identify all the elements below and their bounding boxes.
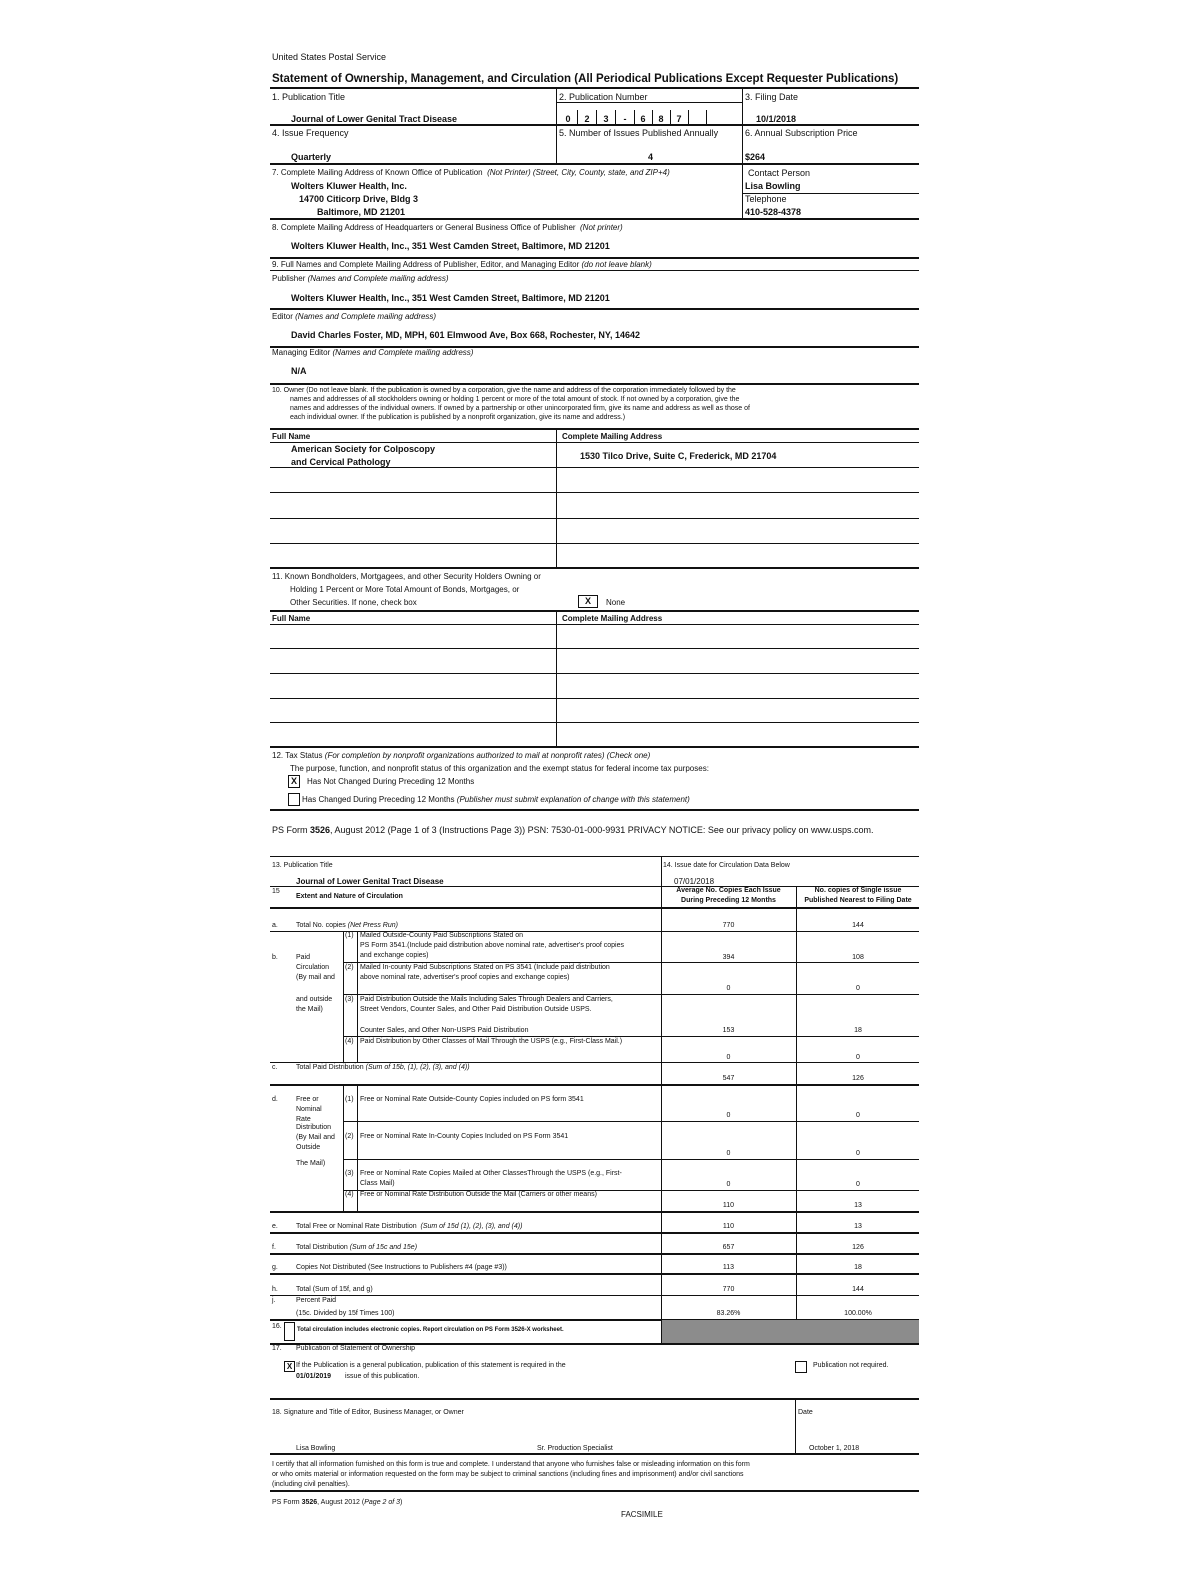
f17-text: If the Publication is a general publication, publication of this statement is required in the (296, 1362, 566, 1369)
publisher-value: Wolters Kluwer Health, Inc., 351 West Camden Street, Baltimore, MD 21201 (291, 293, 610, 303)
agency-name: United States Postal Service (272, 52, 387, 62)
f16-number: 16. (272, 1323, 282, 1330)
f4-label: 4. Issue Frequency (272, 128, 349, 138)
line-b2-number: (2) (345, 964, 354, 971)
line-d-letter: d. (272, 1096, 278, 1103)
line-b3-avg: 153 (722, 1027, 735, 1034)
paid-group-3: (By mail and (296, 974, 335, 981)
line-b1-single: 108 (852, 954, 864, 961)
certify-line-3: (including civil penalties). (272, 1481, 350, 1488)
f6-value: $264 (745, 152, 766, 162)
f17-text-2: issue of this publication. (345, 1373, 420, 1380)
free-group-5: (By Mail and (296, 1134, 335, 1141)
publisher-label: Publisher (Names and Complete mailing address) (272, 274, 449, 283)
line-a-avg: 770 (722, 922, 735, 929)
owner-address-header: Complete Mailing Address (562, 432, 663, 441)
f18-label: 18. Signature and Title of Editor, Business Manager, or Owner (272, 1409, 464, 1416)
f10-line-4: each individual owner. If the publication is published by a nonprofit organization, give its name and address.) (290, 414, 626, 421)
line-b1-text-2: PS Form 3541.(Include paid distribution above nominal rate, advertiser's proof copies (360, 942, 624, 949)
line-b4-number: (4) (345, 1038, 354, 1045)
line-d4-number: (4) (345, 1191, 354, 1198)
publication-number-digit: 2 (584, 114, 590, 124)
f17-not-required: Publication not required. (813, 1362, 889, 1369)
line-d2-number: (2) (345, 1133, 354, 1140)
f3-value: 10/1/2018 (756, 114, 797, 124)
f7-line-1: Wolters Kluwer Health, Inc. (291, 181, 407, 191)
f9-label: 9. Full Names and Complete Mailing Address of Publisher, Editor, and Managing Editor (do not leave blank) (272, 260, 652, 269)
line-h-letter: h. (272, 1286, 278, 1293)
paid-group-5: the Mail) (296, 1006, 323, 1013)
f11-line-1: 11. Known Bondholders, Mortgagees, and other Security Holders Owning or (272, 572, 541, 581)
page1-footer: PS Form 3526, August 2012 (Page 1 of 3 (Instructions Page 3)) PSN: 7530-01-000-9931 PRIVACY NOTICE: See our privacy policy on www.usps.com. (272, 825, 874, 835)
line-b2-text-2: above nominal rate, advertiser's proof copies and exchange copies) (360, 974, 570, 981)
paid-group-1: Paid (296, 954, 311, 961)
f7-label: 7. Complete Mailing Address of Known Office of Publication (Not Printer) (Street, City, County, state, and ZIP+4) (272, 168, 670, 177)
editor-value: David Charles Foster, MD, MPH, 601 Elmwood Ave, Box 668, Rochester, NY, 14642 (291, 330, 640, 340)
f10-line-1: 10. Owner (Do not leave blank. If the publication is owned by a corporation, give the name and address of the corporation immediately followed by the (272, 387, 736, 394)
owner-name-line-2: and Cervical Pathology (291, 457, 391, 467)
f10-line-2: names and addresses of all stockholders owning or holding 1 percent or more of the total amount of stock. If not owned by a corporation, give the (290, 396, 740, 403)
f3-label: 3. Filing Date (745, 92, 799, 102)
publication-required-checkbox[interactable]: X (284, 1361, 295, 1372)
owner-name-header: Full Name (272, 432, 311, 441)
line-a-single: 144 (852, 922, 864, 929)
line-b4-single: 0 (856, 1054, 860, 1061)
phone-value: 410-528-4378 (745, 207, 802, 217)
line-b3-text-3: Counter Sales, and Other Non-USPS Paid Distribution (360, 1027, 529, 1034)
line-h-single: 144 (852, 1286, 864, 1293)
free-group-4: Distribution (296, 1124, 332, 1131)
f15-label: Extent and Nature of Circulation (296, 893, 403, 900)
f7-line-3: Baltimore, MD 21201 (317, 207, 406, 217)
line-e-avg: 110 (722, 1223, 735, 1230)
line-f-label: Total Distribution (Sum of 15c and 15e) (296, 1244, 418, 1251)
line-a-label: Total No. copies (Net Press Run) (296, 922, 398, 929)
f6-label: 6. Annual Subscription Price (745, 128, 858, 138)
free-group-6: Outside (296, 1144, 321, 1151)
facsimile-label: FACSIMILE (621, 1510, 663, 1519)
line-e-letter: e. (272, 1223, 278, 1230)
publication-number-divider (706, 110, 707, 124)
line-d2-avg: 0 (726, 1150, 731, 1157)
line-f-avg: 657 (722, 1244, 735, 1251)
line-h-avg: 770 (722, 1286, 735, 1293)
f12-label: 12. Tax Status (For completion by nonprofit organizations authorized to mail at nonprofit rates) (Check one) (272, 751, 651, 760)
editor-label: Editor (Names and Complete mailing address) (272, 312, 437, 321)
line-b2-single: 0 (856, 985, 860, 992)
line-d1-single: 0 (856, 1112, 860, 1119)
tax-not-changed-checkbox[interactable]: X (288, 775, 300, 788)
publication-not-required-checkbox[interactable] (795, 1361, 807, 1373)
line-b3-text-2: Street Vendors, Counter Sales, and Other Paid Distribution Outside USPS. (360, 1006, 592, 1013)
free-group-7: The Mail) (296, 1160, 326, 1167)
avg-col-header-2: During Preceding 12 Months (681, 897, 776, 904)
publication-number-digit: 7 (676, 114, 682, 124)
line-d1-number: (1) (345, 1096, 354, 1103)
line-e-label: Total Free or Nominal Rate Distribution (Sum of 15d (1), (2), (3), and (4)) (296, 1223, 523, 1230)
line-j-letter: j. (272, 1297, 276, 1304)
line-c-letter: c. (272, 1064, 278, 1071)
form-title: Statement of Ownership, Management, and Circulation (All Periodical Publications Except Requester Publications) (272, 73, 899, 85)
line-f-single: 126 (852, 1244, 864, 1251)
f13-value: Journal of Lower Genital Tract Disease (296, 877, 444, 886)
paid-group-4: and outside (296, 996, 333, 1003)
contact-value: Lisa Bowling (745, 181, 801, 191)
free-group-2: Nominal (296, 1106, 322, 1113)
line-b3-text-1: Paid Distribution Outside the Mails Including Sales Through Dealers and Carriers, (360, 996, 613, 1003)
line-j-avg: 83.26% (716, 1310, 741, 1317)
line-g-letter: g. (272, 1264, 278, 1271)
f13-label: 13. Publication Title (272, 862, 333, 869)
f2-label: 2. Publication Number (559, 92, 648, 102)
none-checkbox[interactable]: X (578, 595, 598, 608)
line-g-avg: 113 (722, 1264, 735, 1271)
f11-line-2: Holding 1 Percent or More Total Amount of Bonds, Mortgages, or (290, 585, 520, 594)
none-label: None (606, 598, 626, 607)
f4-value: Quarterly (291, 152, 332, 162)
free-group-1: Free or (296, 1096, 319, 1103)
bondholder-name-header: Full Name (272, 614, 311, 623)
signer-title: Sr. Production Specialist (537, 1445, 613, 1452)
line-b2-avg: 0 (726, 985, 731, 992)
f14-value: 07/01/2018 (674, 877, 715, 886)
managing-editor-label: Managing Editor (Names and Complete mailing address) (272, 348, 474, 357)
f1-label: 1. Publication Title (272, 92, 346, 102)
line-g-single: 18 (854, 1264, 862, 1271)
owner-address: 1530 Tilco Drive, Suite C, Frederick, MD 21704 (580, 451, 777, 461)
line-j-label-2: (15c. Divided by 15f Times 100) (296, 1310, 395, 1317)
line-d4-text: Free or Nominal Rate Distribution Outside the Mail (Carriers or other means) (360, 1191, 597, 1198)
f8-label: 8. Complete Mailing Address of Headquarters or General Business Office of Publisher (Not printer) (272, 223, 623, 232)
line-a-letter: a. (272, 922, 278, 929)
f17-date: 01/01/2019 (296, 1373, 332, 1380)
bondholder-address-header: Complete Mailing Address (562, 614, 663, 623)
f12-text: The purpose, function, and nonprofit status of this organization and the exempt status for federal income tax purposes: (290, 764, 709, 773)
line-d3-text-1: Free or Nominal Rate Copies Mailed at Other ClassesThrough the USPS (e.g., First- (360, 1170, 622, 1177)
tax-not-changed-label: Has Not Changed During Preceding 12 Months (307, 777, 475, 786)
contact-label: Contact Person (748, 168, 811, 178)
line-d1-avg: 0 (726, 1112, 731, 1119)
line-j-label-1: Percent Paid (296, 1297, 337, 1304)
line-b1-text-3: and exchange copies) (360, 952, 429, 959)
line-d3-text-2: Class Mail) (360, 1180, 395, 1187)
line-d4-single: 13 (854, 1202, 862, 1209)
date-label: Date (798, 1409, 813, 1416)
page2-footer: PS Form 3526, August 2012 (Page 2 of 3) (272, 1499, 403, 1506)
publication-number-digit: 0 (565, 114, 571, 124)
free-group-3: Rate (296, 1116, 311, 1123)
tax-changed-checkbox[interactable] (288, 793, 300, 806)
f7-line-2: 14700 Citicorp Drive, Bldg 3 (299, 194, 419, 204)
line-b4-avg: 0 (726, 1054, 731, 1061)
line-c-label: Total Paid Distribution (Sum of 15b, (1), (2), (3), and (4)) (296, 1064, 470, 1071)
line-b-letter: b. (272, 954, 278, 961)
line-h-label: Total (Sum of 15f, and g) (296, 1286, 373, 1293)
publication-number-digit: 8 (658, 114, 664, 124)
line-b1-number: (1) (345, 932, 354, 939)
publication-number-digit: 6 (640, 114, 646, 124)
f8-value: Wolters Kluwer Health, Inc., 351 West Camden Street, Baltimore, MD 21201 (291, 241, 610, 251)
publication-number-digit: - (623, 114, 627, 124)
line-j-single: 100.00% (844, 1310, 872, 1317)
f15-number: 15 (272, 888, 280, 895)
phone-label: Telephone (745, 194, 787, 204)
line-d2-text: Free or Nominal Rate In-County Copies Included on PS Form 3541 (360, 1133, 569, 1140)
line-b1-avg: 394 (722, 954, 735, 961)
line-d3-avg: 0 (726, 1181, 731, 1188)
f5-label: 5. Number of Issues Published Annually (559, 128, 719, 138)
certify-line-2: or who omits material or information requested on the form may be subject to criminal sanctions (including fines and imprisonment) and/or civil sanctions (272, 1471, 744, 1478)
avg-col-header-1: Average No. Copies Each Issue (676, 887, 781, 894)
electronic-copies-checkbox[interactable] (284, 1322, 295, 1341)
f10-line-3: names and addresses of the individual owners. If owned by a partnership or other unincorporated firm, give its name and address as well as those of (290, 405, 750, 412)
f16-label: Total circulation includes electronic copies. Report circulation on PS Form 3526-X worksheet. (297, 1327, 564, 1333)
line-b2-text-1: Mailed In-county Paid Subscriptions Stated on PS 3541 (Include paid distribution (360, 964, 610, 971)
f17-label: Publication of Statement of Ownership (296, 1345, 416, 1352)
line-d3-number: (3) (345, 1170, 354, 1177)
paid-group-2: Circulation (296, 964, 330, 971)
line-d2-single: 0 (856, 1150, 860, 1157)
line-d4-avg: 110 (722, 1202, 735, 1209)
f5-value: 4 (648, 152, 654, 162)
shaded-area (662, 1320, 919, 1343)
line-d1-text: Free or Nominal Rate Outside-County Copies included on PS form 3541 (360, 1096, 584, 1103)
line-b3-number: (3) (345, 996, 354, 1003)
line-b1-text-1: Mailed Outside-County Paid Subscriptions Stated on (360, 932, 524, 939)
publication-number-divider (688, 110, 689, 124)
single-col-header-1: No. copies of Single issue (814, 887, 902, 894)
managing-editor-value: N/A (291, 366, 307, 376)
line-e-single: 13 (854, 1223, 862, 1230)
line-c-single: 126 (852, 1075, 864, 1082)
line-b4-text-1: Paid Distribution by Other Classes of Mail Through the USPS (e.g., First-Class Mail.) (360, 1038, 623, 1045)
publication-number-digit: 3 (603, 114, 609, 124)
single-col-header-2: Published Nearest to Filing Date (804, 897, 912, 904)
line-g-label: Copies Not Distributed (See Instructions to Publishers #4 (page #3)) (296, 1264, 507, 1271)
f1-value: Journal of Lower Genital Tract Disease (291, 114, 458, 124)
f17-number: 17. (272, 1345, 282, 1352)
line-f-letter: f. (272, 1244, 276, 1251)
certify-line-1: I certify that all information furnished on this form is true and complete. I understand that anyone who furnishes false or misleading information on this form (272, 1461, 750, 1468)
sign-date: October 1, 2018 (809, 1445, 860, 1452)
line-d3-single: 0 (856, 1181, 860, 1188)
tax-changed-label: Has Changed During Preceding 12 Months (Publisher must submit explanation of change with this statement) (302, 795, 690, 804)
f14-label: 14. Issue date for Circulation Data Below (663, 862, 790, 869)
owner-name-line-1: American Society for Colposcopy (291, 444, 436, 454)
line-c-avg: 547 (722, 1075, 735, 1082)
line-b3-single: 18 (854, 1027, 862, 1034)
f11-line-3: Other Securities. If none, check box (290, 598, 417, 607)
signer-name: Lisa Bowling (296, 1445, 336, 1452)
